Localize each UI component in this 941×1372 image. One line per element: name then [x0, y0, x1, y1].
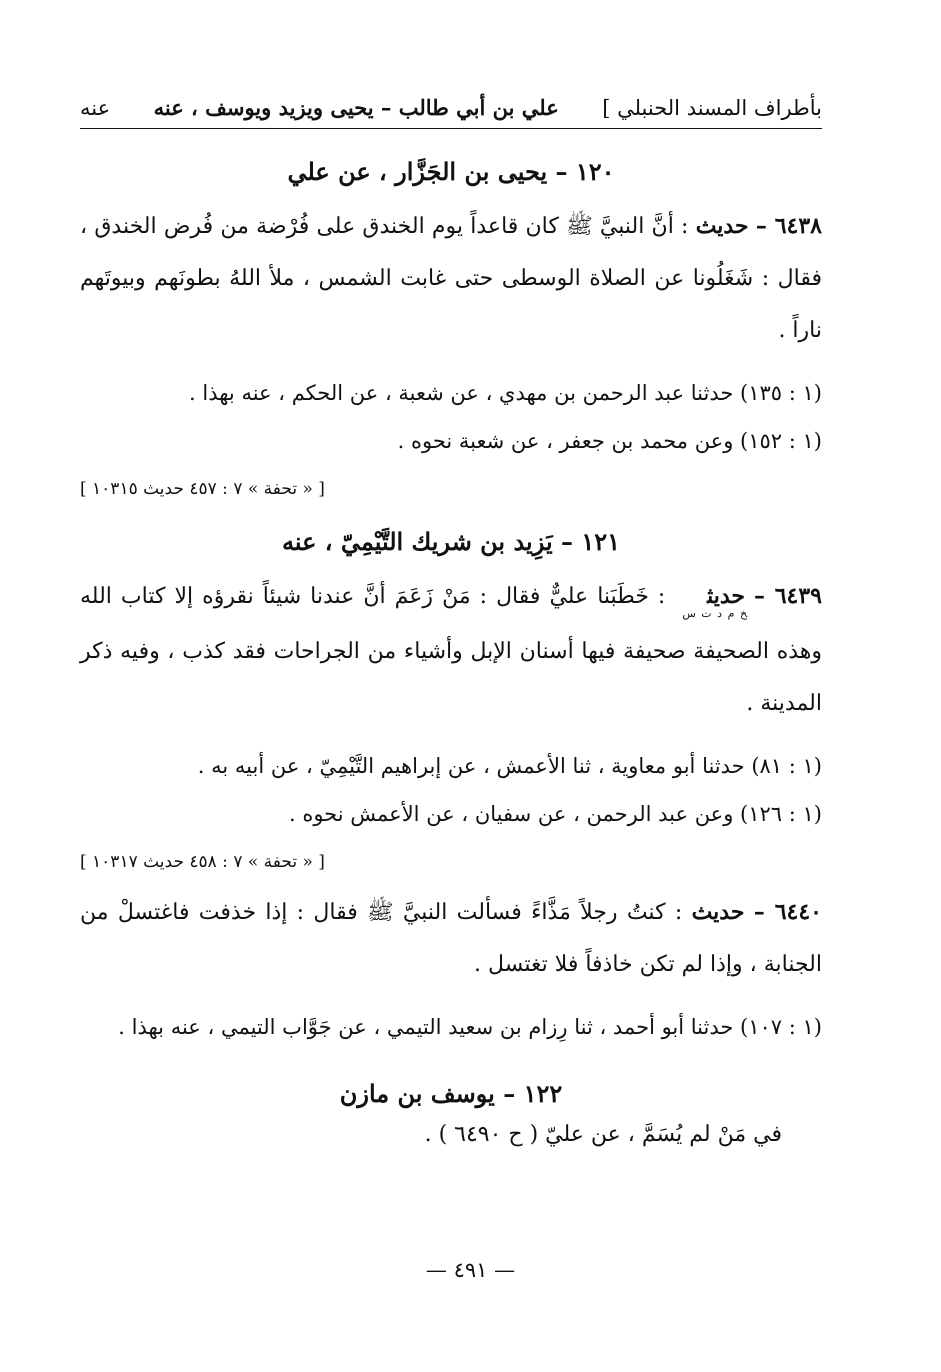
hadith-number: ٦٤٤٠ –: [753, 899, 822, 925]
tuhfa-text: [ « تحفة » ٧ : ٤٥٧ حديث ١٠٣١٥ ]: [80, 479, 325, 499]
tuhfa-reference: [80, 852, 822, 872]
page-number: — ٤٩١ —: [425, 1258, 516, 1282]
hadith-keyword: حديث: [695, 213, 749, 239]
section-title-122: ١٢٢ – يوسف بن مازن: [339, 1079, 563, 1108]
tuhfa-reference: [80, 479, 822, 499]
tuhfa-text: [ « تحفة » ٧ : ٤٥٨ حديث ١٠٣١٧ ]: [80, 852, 325, 872]
running-header: [80, 95, 822, 129]
hadith-6440: [80, 886, 822, 991]
section-title-120: ١٢٠ – يحيى بن الجَزَّار ، عن علي: [287, 157, 615, 186]
hadith-text: : كنتُ رجلاً مَذَّاءً فسألت النبيَّ ﷺ فقال : إذا خذفت فاغتسلْ من الجنابة ، وإذا لم تكن خاذفاً فلا تغتسل .: [80, 900, 822, 977]
document-page: [80, 95, 822, 1147]
hadith-refs: [80, 369, 822, 465]
ref-line: (١ : ١٣٥) حدثنا عبد الرحمن بن مهدي ، عن شعبة ، عن الحكم ، عنه بهذا .: [189, 381, 822, 405]
header-center-text: علي بن أبي طالب – يحيى ويزيد ويوسف ، عنه: [153, 95, 559, 120]
ref-line: (١ : ٨١) حدثنا أبو معاوية ، ثنا الأعمش ، عن إبراهيم التَّيْمِيّ ، عن أبيه به .: [197, 754, 822, 778]
hadith-refs: [80, 742, 822, 838]
hadith-text: : خَطَبَنا عليٌّ فقال : مَنْ زَعَمَ أنَّ عندنا شيئاً نقرؤه إلا كتاب الله وهذه الصحيفة صحيفة فيها أسنان الإبل وأشياء من الجراحات فقد كذب ، وفيه ذكر المدينة .: [80, 584, 822, 716]
ref-line: (١ : ١٥٢) وعن محمد بن جعفر ، عن شعبة نحوه .: [397, 429, 822, 453]
hadith-keyword: حديث: [691, 899, 745, 925]
hadith-number: ٦٤٣٩ –: [754, 583, 822, 609]
hadith-refs: [80, 1003, 822, 1051]
hadith-text: : أنَّ النبيَّ ﷺ كان قاعداً يوم الخندق على فُرْضة من فُرض الخندق ، فقال : شَغَلُونا عن الصلاة الوسطى حتى غابت الشمس ، ملأ اللهُ بطونَهم وبيوتَهم ناراً .: [80, 214, 822, 343]
cross-reference-line: في مَنْ لم يُسَمَّ ، عن عليّ ( ح ٦٤٩٠ ) .: [424, 1122, 782, 1147]
section-title-121: ١٢١ – يَزِيد بن شريك التَّيْمِيّ ، عنه: [281, 527, 621, 556]
header-left-text: عنه: [80, 96, 111, 120]
ref-line: (١ : ١٠٧) حدثنا أبو أحمد ، ثنا رِزام بن سعيد التيمي ، عن جَوَّاب التيمي ، عنه بهذا .: [118, 1015, 822, 1039]
hadith-number: ٦٤٣٨ –: [755, 213, 822, 239]
hadith-keyword: حديث: [707, 583, 745, 609]
header-right-text: بأطراف المسند الحنبلي ]: [602, 96, 822, 120]
hadith-6439: [80, 570, 822, 730]
hadith-sigla: خ م د ت س: [682, 607, 748, 620]
ref-line: (١ : ١٢٦) وعن عبد الرحمن ، عن سفيان ، عن الأعمش نحوه .: [288, 802, 822, 826]
hadith-6438: [80, 200, 822, 357]
